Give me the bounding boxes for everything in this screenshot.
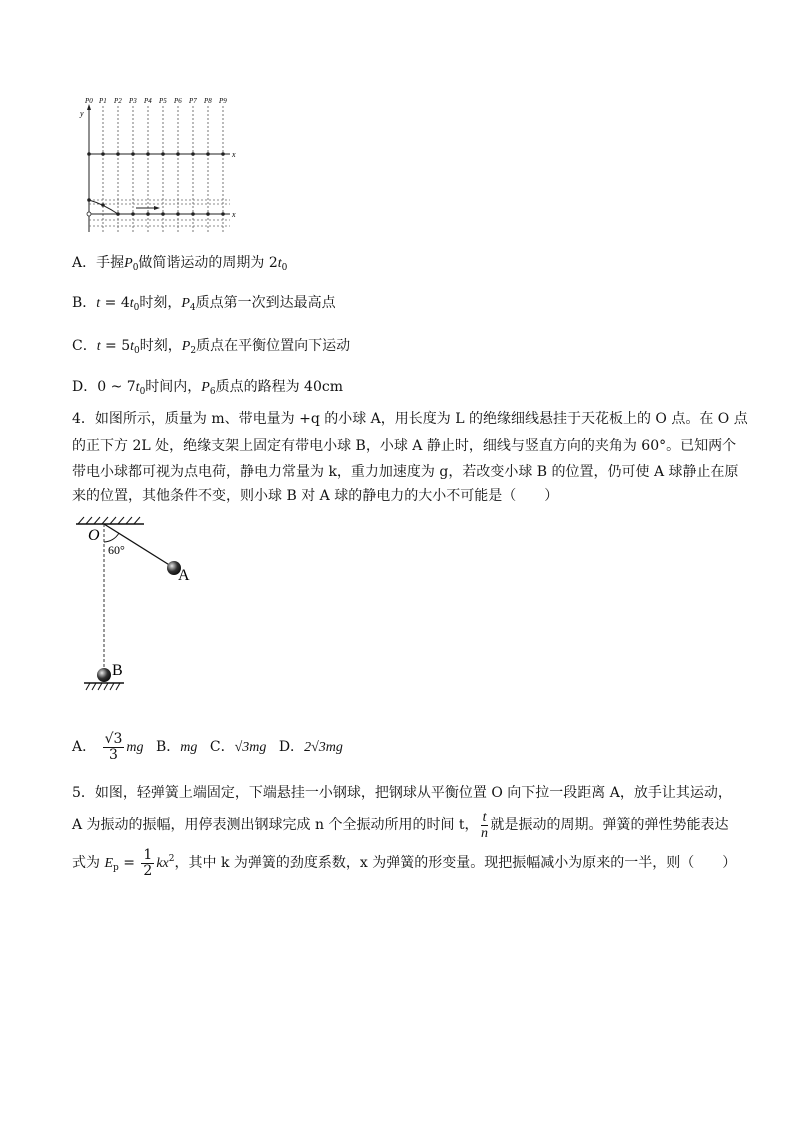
option-a-fraction: $\frac{√3}{3}$ (104, 730, 123, 763)
q5-text-line-2: A 为振动的振幅，用停表测出钢球完成 n 个全振动所用的时间 t， $\frac{t}{n}$ 就是振动的周期。弹簧的弹性势能表达 (72, 809, 729, 841)
q5-text-line-3: 式为 $E_p$ = $\frac{1}{2}$ $kx^2$，其中 k 为弹簧的劲度系数，x 为弹簧的形变量。现把振幅减小为原来的一半，则（ ） (72, 846, 737, 879)
period-fraction: $\frac{t}{n}$ (481, 809, 488, 841)
x-axis-label-bottom: x (232, 210, 236, 219)
q3-option-d: D．0 ~ $7t_0$时间内，$P_6$质点的路程为 40cm (72, 379, 343, 397)
q5-text-line-1: 5．如图，轻弹簧上端固定，下端悬挂一小钢球，把钢球从平衡位置 O 向下拉一段距离 A，放手让其运动， (72, 785, 732, 801)
q4-text-line-4: 来的位置，其他条件不变，则小球 B 对 A 球的静电力的大小不可能是（ ） (72, 488, 559, 504)
ceiling-hatch (78, 517, 140, 524)
svg-text:P3: P3 (129, 97, 137, 105)
half-fraction: $\frac{1}{2}$ (143, 846, 153, 879)
svg-text:P2: P2 (114, 97, 122, 105)
q4-options: A． $\frac{√3}{3}$ mg B．mg C．√3mg D．2√3mg (72, 730, 343, 763)
svg-text:P4: P4 (144, 97, 152, 105)
ball-b (97, 668, 111, 682)
svg-text:P1: P1 (99, 97, 107, 105)
q4-text-line-3: 带电小球都可视为点电荷，静电力常量为 k，重力加速度为 g，若改变小球 B 的位置，仍可使 A 球静止在原 (72, 464, 739, 480)
svg-text:P0: P0 (85, 97, 93, 105)
ball-a-label: A (178, 567, 190, 584)
point-o-label: O (88, 527, 100, 544)
q4-text-line-2: 的正下方 2L 处，绝缘支架上固定有带电小球 B，小球 A 静止时，细线与竖直方向的夹角为 60°。已知两个 (72, 438, 737, 454)
svg-text:P6: P6 (174, 97, 182, 105)
q4-text-line-1: 4．如图所示，质量为 m、带电量为 +q 的小球 A，用长度为 L 的绝缘细线悬挂于天花板上的 O 点。在 O 点 (72, 411, 748, 427)
svg-text:P7: P7 (189, 97, 197, 105)
floor-hatch (86, 683, 120, 690)
q3-option-b: B．$t = 4t_0$时刻，$P_4$质点第一次到达最高点 (72, 295, 336, 313)
wave-point-labels (84, 97, 227, 105)
svg-text:P5: P5 (159, 97, 167, 105)
q3-option-c: C．$t = 5t_0$时刻，$P_2$质点在平衡位置向下运动 (72, 338, 351, 356)
angle-label: 60° (108, 543, 125, 557)
pendulum-figure (68, 512, 208, 692)
wave-figure (78, 94, 248, 239)
svg-text:P8: P8 (204, 97, 212, 105)
svg-text:P9: P9 (219, 97, 227, 105)
y-axis-label: y (80, 109, 84, 118)
ball-b-label: B (112, 662, 123, 679)
q3-option-a: A．手握$P_0$做简谐运动的周期为 $2t_0$ (72, 255, 288, 273)
x-axis-label-top: x (232, 150, 236, 159)
